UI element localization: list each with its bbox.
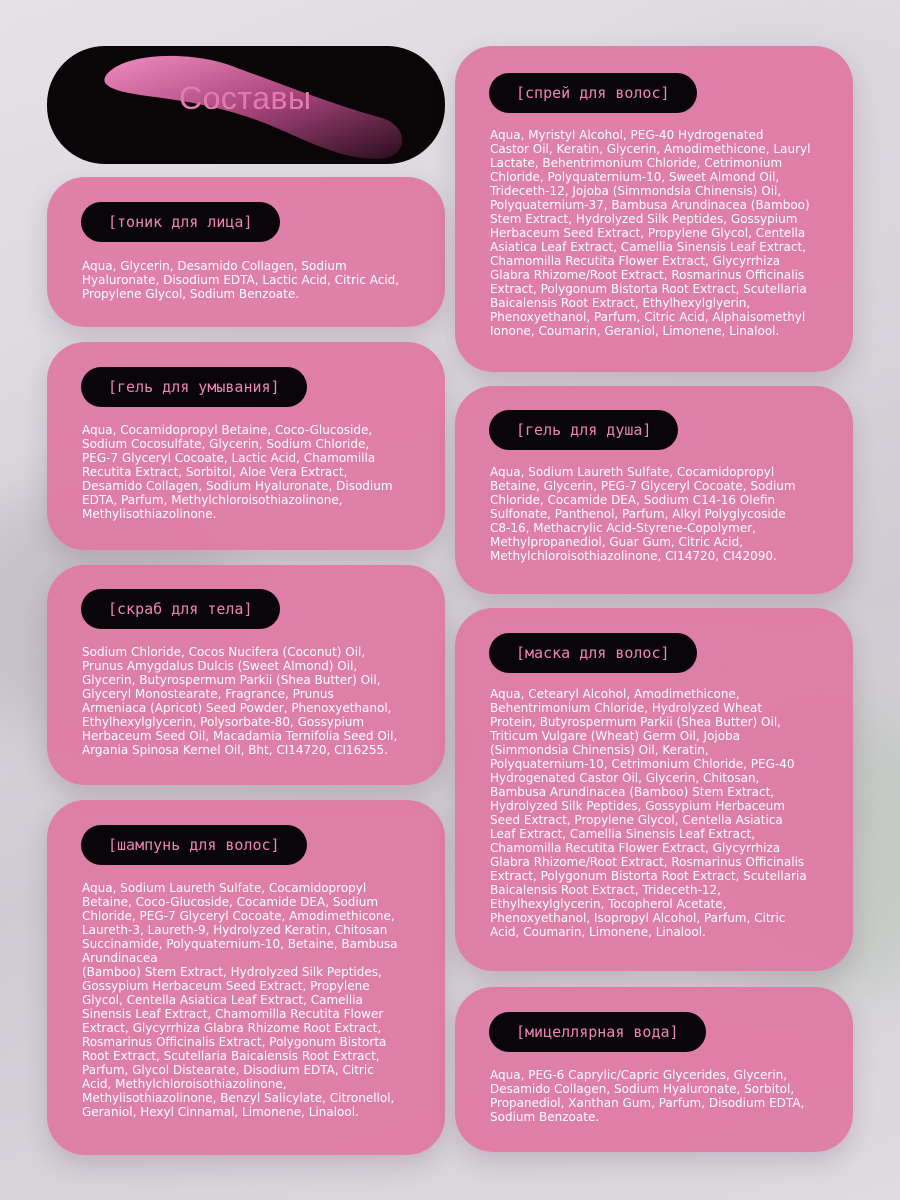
card-micellar-water (455, 987, 853, 1152)
card-label: [маска для волос] (489, 633, 697, 673)
card-label: [скраб для тела] (81, 589, 280, 629)
ingredients-text: Aqua, Myristyl Alcohol, PEG-40 Hydrogenated Castor Oil, Keratin, Glycerin, Amodimethicone, Lauryl Lactate, Behentrimonium Chloride, Cetrimonium Chloride, Polyquaternium-10, Sweet Almond Oil, Trideceth-12, Jojoba (Simmondsia Chinensis) Oil, Polyquaternium-37, Bambusa Arundinacea (Bamboo) Stem Extract, Hydrolyzed Silk Peptides, Gossypium Herbaceum Seed Extract, Propylene Glycol, Centella Asiatica Leaf Extract, Camellia Sinensis Leaf Extract, Chamomilla Recutita Flower Extract, Glycyrrhiza Glabra Rhizome/Root Extract, Rosmarinus Officinalis Extract, Polygonum Bistorta Root Extract, Scutellaria Baicalensis Root Extract, Ethylhexylglyerin, Phenoxyethanol, Parfum, Citric Acid, Alphaisomethyl Ionone, Coumarin, Geraniol, Limonene, Linalool. (490, 128, 811, 338)
card-shower-gel (455, 386, 853, 594)
card-face-wash-gel (47, 342, 445, 550)
ingredients-text: Aqua, Cetearyl Alcohol, Amodimethicone, Behentrimonium Chloride, Hydrolyzed Wheat Protein, Butyrospermum Parkii (Shea Butter) Oil, Triticum Vulgare (Wheat) Germ Oil, Jojoba (Simmondsia Chinensis) Oil, Keratin, Polyquaternium-10, Cetrimonium Chloride, PEG-40 Hydrogenated Castor Oil, Glycerin, Chitosan, Bambusa Arundinacea (Bamboo) Stem Extract, Hydrolyzed Silk Peptides, Gossypium Herbaceum Seed Extract, Propylene Glycol, Centella Asiatica Leaf Extract, Camellia Sinensis Leaf Extract, Chamomilla Recutita Flower Extract, Glycyrrhiza Glabra Rhizome/Root Extract, Rosmarinus Officinalis Extract, Polygonum Bistorta Root Extract, Scutellaria Baicalensis Root Extract, Trideceth-12, Ethylhexylglycerin, Tocopherol Acetate, Phenoxyethanol, Isopropyl Alcohol, Parfum, Citric Acid, Coumarin, Limonene, Linalool. (490, 687, 807, 939)
ingredients-text: Aqua, Sodium Laureth Sulfate, Cocamidopropyl Betaine, Glycerin, PEG-7 Glyceryl Cocoate, Sodium Chloride, Cocamide DEA, Sodium C14-16 Olefin Sulfonate, Panthenol, Parfum, Alkyl Polyglycoside C8-16, Methacrylic Acid-Styrene-Copolymer, Methylpropanediol, Guar Gum, Citric Acid, Methylchloroisothiazolinone, CI14720, CI42090. (490, 465, 796, 563)
card-body-scrub (47, 565, 445, 785)
card-label: [тоник для лица] (81, 202, 280, 242)
card-label: [гель для душа] (489, 410, 678, 450)
title-card (47, 46, 445, 164)
ingredients-text: Aqua, Glycerin, Desamido Collagen, Sodium Hyaluronate, Disodium EDTA, Lactic Acid, Citric Acid, Propylene Glycol, Sodium Benzoate. (82, 259, 400, 301)
card-hair-spray (455, 46, 853, 372)
ingredients-text: Aqua, PEG-6 Caprylic/Capric Glycerides, Glycerin, Desamido Collagen, Sodium Hyaluronate, Sorbitol, Propanediol, Xanthan Gum, Parfum, Disodium EDTA, Sodium Benzoate. (490, 1068, 805, 1124)
card-shampoo (47, 800, 445, 1155)
page-title: Составы (179, 80, 312, 116)
card-face-tonic (47, 177, 445, 327)
card-label: [мицеллярная вода] (489, 1012, 706, 1052)
card-label: [шампунь для волос] (81, 825, 307, 865)
card-label: [спрей для волос] (489, 73, 697, 113)
card-hair-mask (455, 608, 853, 971)
ingredients-text: Aqua, Cocamidopropyl Betaine, Coco-Glucoside, Sodium Cocosulfate, Glycerin, Sodium Chloride, PEG-7 Glyceryl Cocoate, Lactic Acid, Chamomilla Recutita Extract, Sorbitol, Aloe Vera Extract, Desamido Collagen, Sodium Hyaluronate, Disodium EDTA, Parfum, Methylchloroisothiazolinone, Methylisothiazolinone. (82, 423, 393, 521)
ingredients-text: Sodium Chloride, Cocos Nucifera (Coconut) Oil, Prunus Amygdalus Dulcis (Sweet Almond) Oil, Glycerin, Butyrospermum Parkii (Shea Butter) Oil, Glyceryl Monostearate, Fragrance, Prunus Armeniaca (Apricot) Seed Powder, Phenoxyethanol, Ethylhexylglycerin, Polysorbate-80, Gossypium Herbaceum Seed Oil, Macadamia Ternifolia Seed Oil, Argania Spinosa Kernel Oil, Bht, CI14720, CI16255. (82, 645, 398, 757)
ingredients-text: Aqua, Sodium Laureth Sulfate, Cocamidopropyl Betaine, Coco-Glucoside, Cocamide DEA, Sodium Chloride, PEG-7 Glyceryl Cocoate, Amodimethicone, Laureth-3, Laureth-9, Hydrolyzed Keratin, Chitosan Succinamide, Polyquaternium-10, Betaine, Bambusa Arundinacea (Bamboo) Stem Extract, Hydrolyzed Silk Peptides, Gossypium Herbaceum Seed Extract, Propylene Glycol, Centella Asiatica Leaf Extract, Camellia Sinensis Leaf Extract, Chamomilla Recutita Flower Extract, Glycyrrhiza Glabra Rhizome Root Extract, Rosmarinus Officinalis Extract, Polygonum Bistorta Root Extract, Scutellaria Baicalensis Root Extract, Parfum, Glycol Distearate, Disodium EDTA, Citric Acid, Methylchloroisothiazolinone, Methylisothiazolinone, Benzyl Salicylate, Citronellol, Geraniol, Hexyl Cinnamal, Limonene, Linalool. (82, 881, 398, 1119)
card-label: [гель для умывания] (81, 367, 307, 407)
